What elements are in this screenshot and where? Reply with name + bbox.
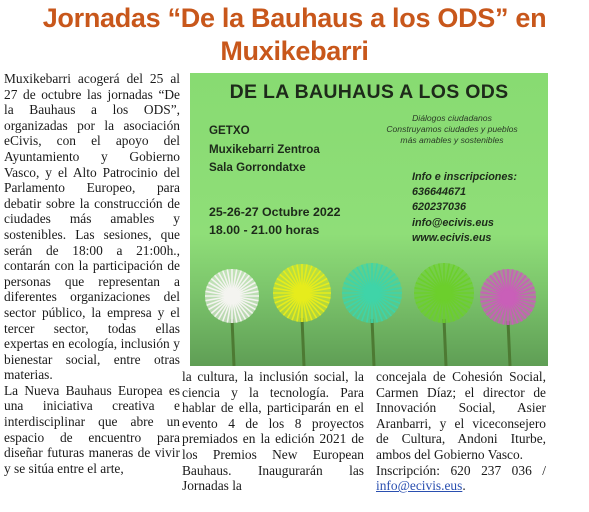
article-column-3 — [376, 369, 546, 494]
poster-city: GETXO — [209, 124, 250, 137]
poster-info-label: Info e inscripciones: — [412, 171, 517, 183]
poster-schedule — [209, 203, 399, 239]
poster-venue — [209, 122, 379, 178]
inscription-line — [376, 463, 546, 494]
poster-title: DE LA BAUHAUS A LOS ODS — [229, 81, 509, 103]
poster-website: www.ecivis.eus — [412, 231, 492, 244]
poster-room: Sala Gorrondatxe — [209, 161, 306, 174]
period: . — [462, 478, 466, 494]
dandelion-head — [414, 263, 474, 323]
inscription-phone: Inscripción: 620 237 036 / — [376, 462, 546, 478]
paragraph-intro: Muxikebarri acogerá del 25 al 27 de octubre las jornadas “De la Bauhaus a los ODS”, organizadas por la asociación eCivis, con el apoyo del Ayuntamiento y Gobierno Vasco, y el Alto Patrocinio del Parlamento Europeo, para debatir sobre la construcción de ciudades más amables y sostenibles. Las sesiones, que serán de 18:00 a 21:00h., contarán con la participación de personas que representan a diferentes organizaciones del sector público, la empresa y el tercer sector, todas ellas expertas en ecología, inclusión y bienestar social, entre otras materias. — [4, 71, 180, 383]
poster-center: Muxikebarri Zentroa — [209, 142, 320, 156]
poster-phone: 620237036 — [412, 201, 467, 214]
dandelion-stem — [372, 319, 374, 366]
dandelion-illustration — [190, 253, 548, 366]
dandelion-stem — [508, 321, 510, 366]
poster-subtitle-line: Construyamos ciudades y pueblos — [386, 124, 518, 134]
paragraph-bauhaus: La Nueva Bauhaus Europea es una iniciativa creativa e interdisciplinar que abre un espacio de encuentro para diseñar futuras maneras de vivir y se sitúa entre el arte, — [4, 382, 180, 476]
dandelion-stem — [232, 319, 234, 366]
poster-subtitle — [372, 113, 532, 146]
dandelion-head — [342, 263, 402, 323]
poster-dates: 25-26-27 Octubre 2022 — [209, 205, 341, 219]
dandelion-stem — [444, 319, 446, 366]
poster-subtitle-line: Diálogos ciudadanos — [412, 113, 492, 123]
article-headline: Jornadas “De la Bauhaus a los ODS” en Muxikebarri — [42, 3, 547, 66]
poster-email: info@ecivis.eus — [412, 216, 494, 229]
paragraph-speakers: concejala de Cohesión Social, Carmen Díaz; el director de Innovación Social, Asier Aranbarri, y el viceconsejero de Cultura, Andoni Iturbe, ambos del Gobierno Vasco. — [376, 369, 546, 462]
poster-contact — [412, 170, 542, 246]
inscription-email-link[interactable]: info@ecivis.eus — [376, 478, 463, 494]
paragraph-continued: la cultura, la inclusión social, la ciencia y la tecnología. Para hablar de ella, participarán en el evento 4 de los 8 proyectos premiados en la edición 2021 de los Premios New European Bauhaus. Inaugurarán las Jornadas la — [182, 369, 364, 494]
article-column-2 — [182, 369, 364, 494]
poster-hours: 18.00 - 21.00 horas — [209, 223, 320, 237]
dandelion-stem — [302, 318, 304, 366]
event-poster — [190, 73, 548, 366]
dandelion-head — [205, 269, 259, 323]
poster-subtitle-line: más amables y sostenibles — [400, 135, 504, 145]
poster-phone: 636644671 — [412, 186, 467, 199]
dandelion-head — [480, 269, 536, 325]
article-column-1 — [4, 71, 180, 476]
dandelion-head — [273, 264, 331, 322]
